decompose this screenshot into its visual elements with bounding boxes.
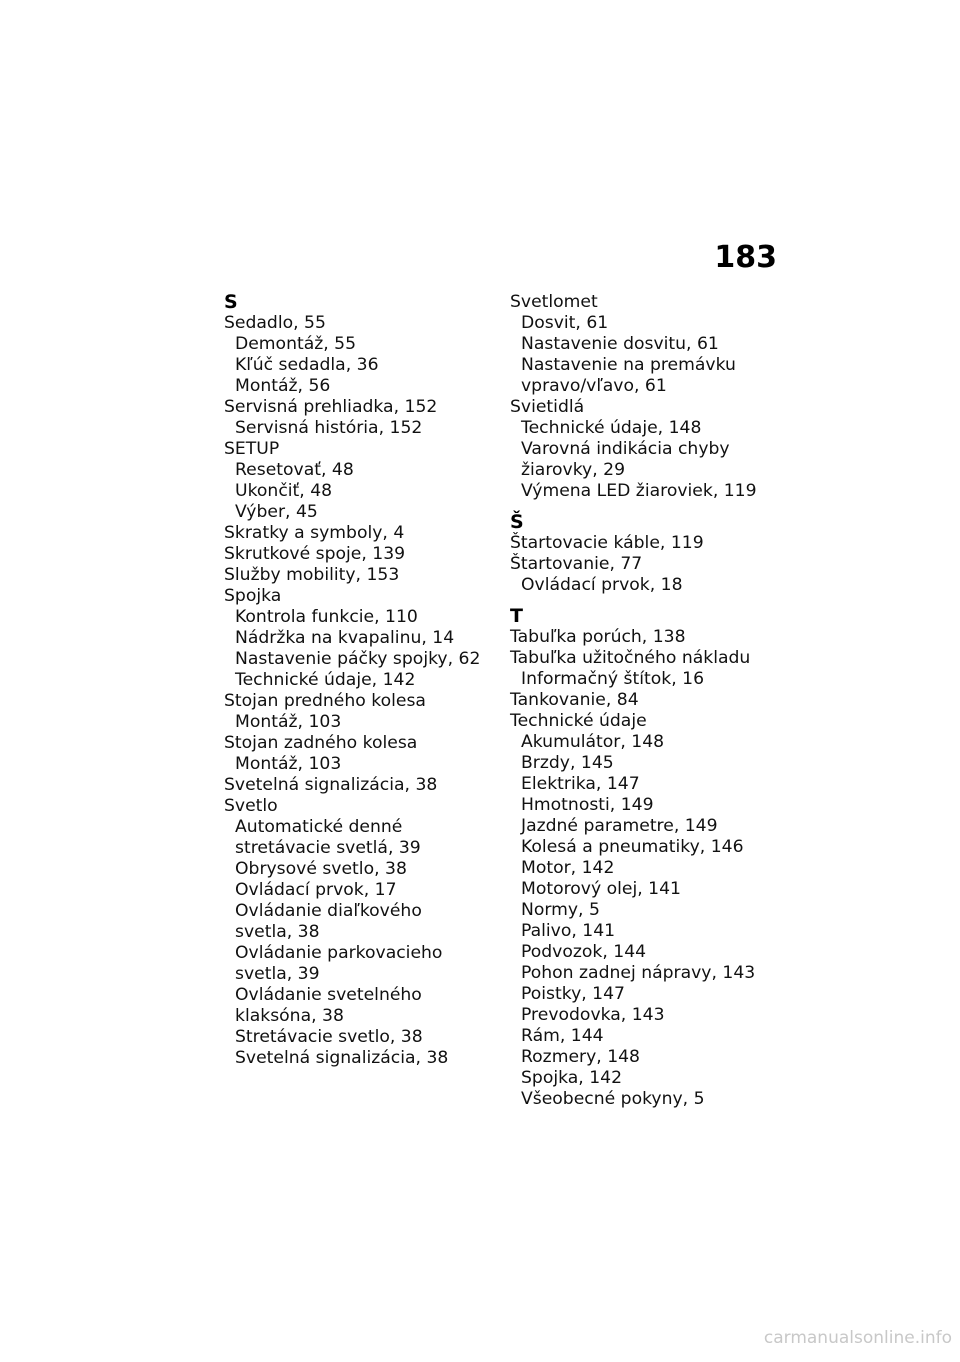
index-entry: SETUP: [224, 439, 280, 459]
index-subentry: Servisná história, 152: [235, 418, 423, 438]
index-subentry: Ovládanie svetelného: [235, 985, 422, 1005]
index-subentry: Montáž, 103: [235, 712, 342, 732]
index-subentry: Demontáž, 55: [235, 334, 357, 354]
index-subentry: Ovládací prvok, 17: [235, 880, 397, 900]
index-entry: Servisná prehliadka, 152: [224, 397, 438, 417]
index-column-left: [224, 292, 514, 1069]
index-subentry: Všeobecné pokyny, 5: [521, 1089, 705, 1109]
index-subentry: Normy, 5: [521, 900, 600, 920]
index-entry: Technické údaje: [510, 711, 647, 731]
index-subentry: vpravo/vľavo, 61: [521, 376, 667, 396]
index-subentry: Automatické denné: [235, 817, 403, 837]
index-entry: Stojan zadného kolesa: [224, 733, 418, 753]
index-subentry: Ovládanie parkovacieho: [235, 943, 443, 963]
index-subentry: Nastavenie dosvitu, 61: [521, 334, 719, 354]
index-subentry: Výber, 45: [235, 502, 318, 522]
index-entry: Skrutkové spoje, 139: [224, 544, 406, 564]
index-subentry: svetla, 39: [235, 964, 320, 984]
index-entry: Tabuľka porúch, 138: [510, 627, 686, 647]
index-entry: Svietidlá: [510, 397, 585, 417]
index-subentry: klaksóna, 38: [235, 1006, 344, 1026]
index-entry: Štartovanie, 77: [510, 554, 643, 574]
index-entry: Tankovanie, 84: [510, 690, 639, 710]
index-subentry: Varovná indikácia chyby: [521, 439, 730, 459]
index-subentry: Výmena LED žiaroviek, 119: [521, 481, 757, 501]
index-subentry: Rám, 144: [521, 1026, 604, 1046]
index-subentry: Ovládanie diaľkového: [235, 901, 422, 921]
index-subentry: Podvozok, 144: [521, 942, 647, 962]
index-entry: Spojka: [224, 586, 282, 606]
index-letter-heading: T: [510, 605, 523, 627]
index-subentry: Stretávacie svetlo, 38: [235, 1027, 423, 1047]
index-entry: Štartovacie káble, 119: [510, 533, 704, 553]
index-subentry: stretávacie svetlá, 39: [235, 838, 421, 858]
index-subentry: Technické údaje, 148: [521, 418, 702, 438]
index-subentry: Elektrika, 147: [521, 774, 640, 794]
index-subentry: Svetelná signalizácia, 38: [235, 1048, 449, 1068]
index-subentry: Rozmery, 148: [521, 1047, 640, 1067]
index-subentry: Montáž, 103: [235, 754, 342, 774]
page-number: 183: [714, 240, 777, 275]
index-subentry: Ovládací prvok, 18: [521, 575, 683, 595]
index-entry: Svetlo: [224, 796, 278, 816]
index-subentry: Pohon zadnej nápravy, 143: [521, 963, 756, 983]
index-subentry: Montáž, 56: [235, 376, 331, 396]
index-subentry: Nastavenie na premávku: [521, 355, 736, 375]
index-entry: Tabuľka užitočného nákladu: [510, 648, 751, 668]
index-subentry: Resetovať, 48: [235, 460, 354, 480]
index-subentry: žiarovky, 29: [521, 460, 626, 480]
index-entry: Sedadlo, 55: [224, 313, 326, 333]
watermark: carmanualsonline.info: [763, 1328, 952, 1348]
index-subentry: Kľúč sedadla, 36: [235, 355, 379, 375]
index-subentry: Nastavenie páčky spojky, 62: [235, 649, 481, 669]
index-subentry: Informačný štítok, 16: [521, 669, 705, 689]
index-subentry: Akumulátor, 148: [521, 732, 665, 752]
index-subentry: Obrysové svetlo, 38: [235, 859, 407, 879]
index-subentry: Kolesá a pneumatiky, 146: [521, 837, 744, 857]
index-subentry: Poistky, 147: [521, 984, 625, 1004]
index-subentry: Brzdy, 145: [521, 753, 614, 773]
index-entry: Služby mobility, 153: [224, 565, 400, 585]
index-subentry: Kontrola funkcie, 110: [235, 607, 418, 627]
index-subentry: Spojka, 142: [521, 1068, 623, 1088]
index-subentry: Ukončiť, 48: [235, 481, 333, 501]
index-subentry: Nádržka na kvapalinu, 14: [235, 628, 455, 648]
index-subentry: Motor, 142: [521, 858, 615, 878]
index-letter-heading: S: [224, 291, 238, 313]
index-subentry: Dosvit, 61: [521, 313, 609, 333]
index-entry: Svetelná signalizácia, 38: [224, 775, 438, 795]
index-subentry: Palivo, 141: [521, 921, 616, 941]
index-entry: Skratky a symboly, 4: [224, 523, 405, 543]
index-subentry: Hmotnosti, 149: [521, 795, 654, 815]
index-entry: Svetlomet: [510, 292, 598, 312]
index-entry: Stojan predného kolesa: [224, 691, 426, 711]
index-subentry: svetla, 38: [235, 922, 320, 942]
index-subentry: Technické údaje, 142: [235, 670, 416, 690]
index-letter-heading: Š: [510, 511, 524, 533]
index-column-right: [510, 292, 800, 1110]
index-subentry: Prevodovka, 143: [521, 1005, 665, 1025]
index-subentry: Jazdné parametre, 149: [521, 816, 718, 836]
index-subentry: Motorový olej, 141: [521, 879, 681, 899]
